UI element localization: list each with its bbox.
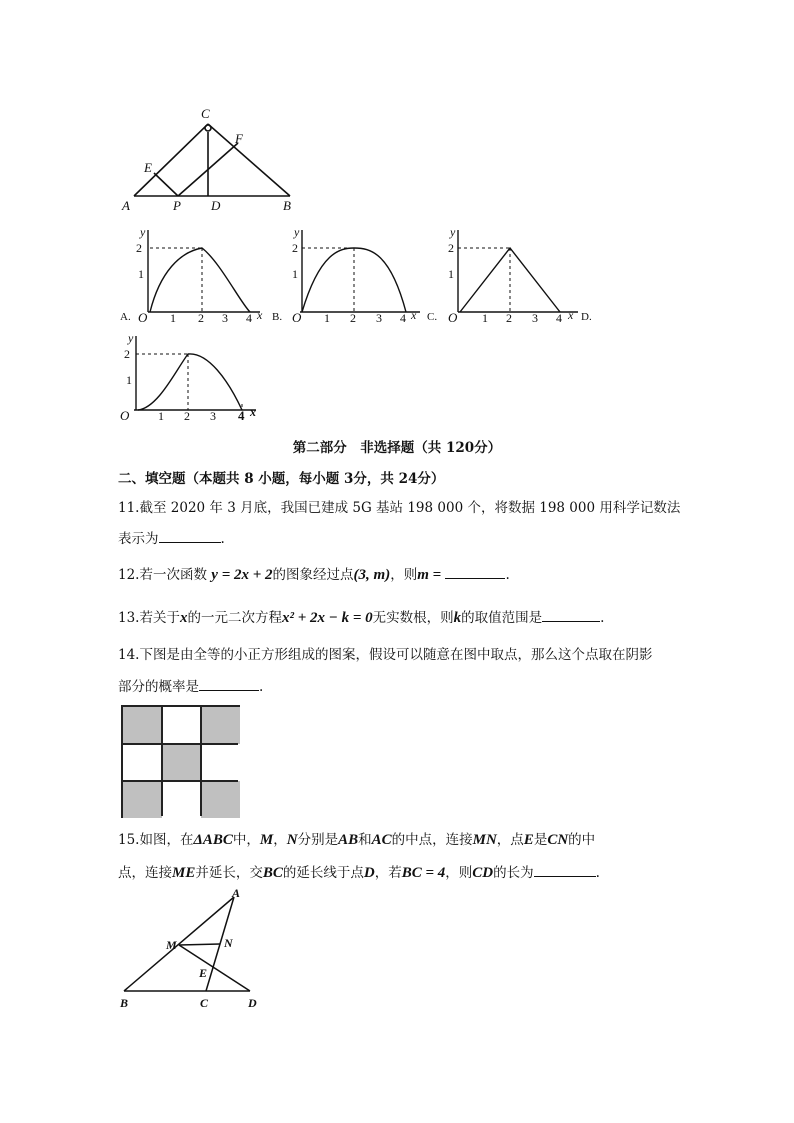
svg-text:x: x <box>257 308 263 322</box>
svg-text:4: 4 <box>556 311 562 325</box>
q12-expression: y = 2x + 2 <box>211 567 273 583</box>
grid-cell <box>123 744 162 781</box>
svg-text:C: C <box>200 996 209 1010</box>
svg-text:D: D <box>248 996 257 1010</box>
q13-answer-blank[interactable] <box>542 607 600 622</box>
svg-text:2: 2 <box>124 347 130 361</box>
svg-text:1: 1 <box>126 373 132 387</box>
svg-text:O: O <box>448 310 458 325</box>
q14-line1: 14.下图是由全等的小正方形组成的图案，假设可以随意在图中取点，那么这个点取在阴影 <box>118 647 653 663</box>
svg-text:1: 1 <box>170 311 176 325</box>
svg-text:3: 3 <box>376 311 382 325</box>
svg-text:2: 2 <box>292 241 298 255</box>
svg-text:O: O <box>120 408 130 423</box>
svg-text:y: y <box>450 225 456 239</box>
svg-text:1: 1 <box>448 267 454 281</box>
svg-text:x: x <box>250 405 256 419</box>
grid-cell <box>123 781 162 818</box>
svg-text:1: 1 <box>138 267 144 281</box>
svg-text:E: E <box>199 966 208 980</box>
option-label-d: D. <box>581 311 592 323</box>
svg-text:A: A <box>232 886 241 900</box>
svg-text:3: 3 <box>210 409 216 423</box>
option-graph-c <box>438 222 598 325</box>
label-D: D <box>211 198 221 213</box>
option-label-b: B. <box>272 311 283 323</box>
q12-answer-blank[interactable] <box>445 564 505 579</box>
grid-cell <box>123 707 162 744</box>
svg-text:N: N <box>224 936 233 950</box>
grid-cell <box>162 781 201 818</box>
svg-text:y: y <box>140 225 146 239</box>
svg-text:4: 4 <box>238 408 245 423</box>
q11-text: 表示为 <box>118 531 159 547</box>
option-graph-d <box>118 330 278 430</box>
svg-text:1: 1 <box>158 409 164 423</box>
svg-text:B: B <box>120 996 129 1010</box>
q15-triangle-figure <box>110 885 310 1015</box>
label-F: F <box>235 131 243 146</box>
section-subtitle: 二、填空题（本题共 8 小题，每小题 3分，共 24分） <box>118 471 445 487</box>
option-label-a: A. <box>120 311 131 323</box>
grid-cell <box>201 744 240 781</box>
grid-cell <box>162 744 201 781</box>
label-A: A <box>122 198 130 213</box>
svg-text:2: 2 <box>136 241 142 255</box>
option-graph-b <box>280 222 440 325</box>
q12-line: 12.若一次函数 y = 2x + 2的图象经过点(3, m)，则m = . <box>118 564 510 585</box>
q15-line1: 15.如图，在ΔABC中，M，N分别是AB和AC的中点，连接MN，点E是CN的中 <box>118 832 596 848</box>
q15-line2: 点，连接ME并延长，交BC的延长线于点D，若BC = 4，则CD的长为 . <box>118 862 600 883</box>
svg-text:x: x <box>411 308 417 322</box>
svg-text:1: 1 <box>292 267 298 281</box>
label-P: P <box>173 198 181 213</box>
triangle-figure <box>0 0 794 220</box>
q13-line: 13.若关于x的一元二次方程x² + 2x − k = 0无实数根，则k的取值范围是 . <box>118 607 604 628</box>
svg-text:2: 2 <box>198 311 204 325</box>
svg-text:y: y <box>128 331 134 345</box>
svg-text:1: 1 <box>324 311 330 325</box>
svg-text:4: 4 <box>400 311 406 325</box>
q11-line2: 表示为 . <box>118 528 225 549</box>
svg-text:O: O <box>292 310 302 325</box>
svg-text:M: M <box>166 938 177 952</box>
q11-line1: 11.截至 2020 年 3 月底，我国已建成 5G 基站 198 000 个，将数据 198 000 用科学记数法 <box>118 500 681 516</box>
label-C: C <box>201 106 210 121</box>
svg-text:2: 2 <box>506 311 512 325</box>
option-graph-a <box>120 222 283 325</box>
option-label-c: C. <box>427 311 438 323</box>
q15-answer-blank[interactable] <box>534 862 596 877</box>
q14-line2: 部分的概率是 . <box>118 676 263 697</box>
svg-text:O: O <box>138 310 148 325</box>
q14-answer-blank[interactable] <box>199 676 259 691</box>
section-title: 第二部分 非选择题（共 120分） <box>292 440 502 456</box>
q12-var: m = <box>417 567 442 583</box>
grid-cell <box>162 707 201 744</box>
svg-text:y: y <box>294 225 300 239</box>
grid-cell <box>201 707 240 744</box>
label-E: E <box>144 160 152 175</box>
svg-text:3: 3 <box>222 311 228 325</box>
svg-text:1: 1 <box>482 311 488 325</box>
svg-text:3: 3 <box>532 311 538 325</box>
svg-text:2: 2 <box>350 311 356 325</box>
q12-point: (3, m) <box>353 567 391 583</box>
svg-text:2: 2 <box>184 409 190 423</box>
q14-grid <box>121 705 240 818</box>
svg-text:2: 2 <box>448 241 454 255</box>
grid-cell <box>201 781 240 818</box>
q11-answer-blank[interactable] <box>159 528 221 543</box>
svg-text:x: x <box>568 308 574 322</box>
q13-equation: x² + 2x − k = 0 <box>281 610 373 626</box>
svg-text:4: 4 <box>246 311 252 325</box>
label-B: B <box>283 198 291 213</box>
